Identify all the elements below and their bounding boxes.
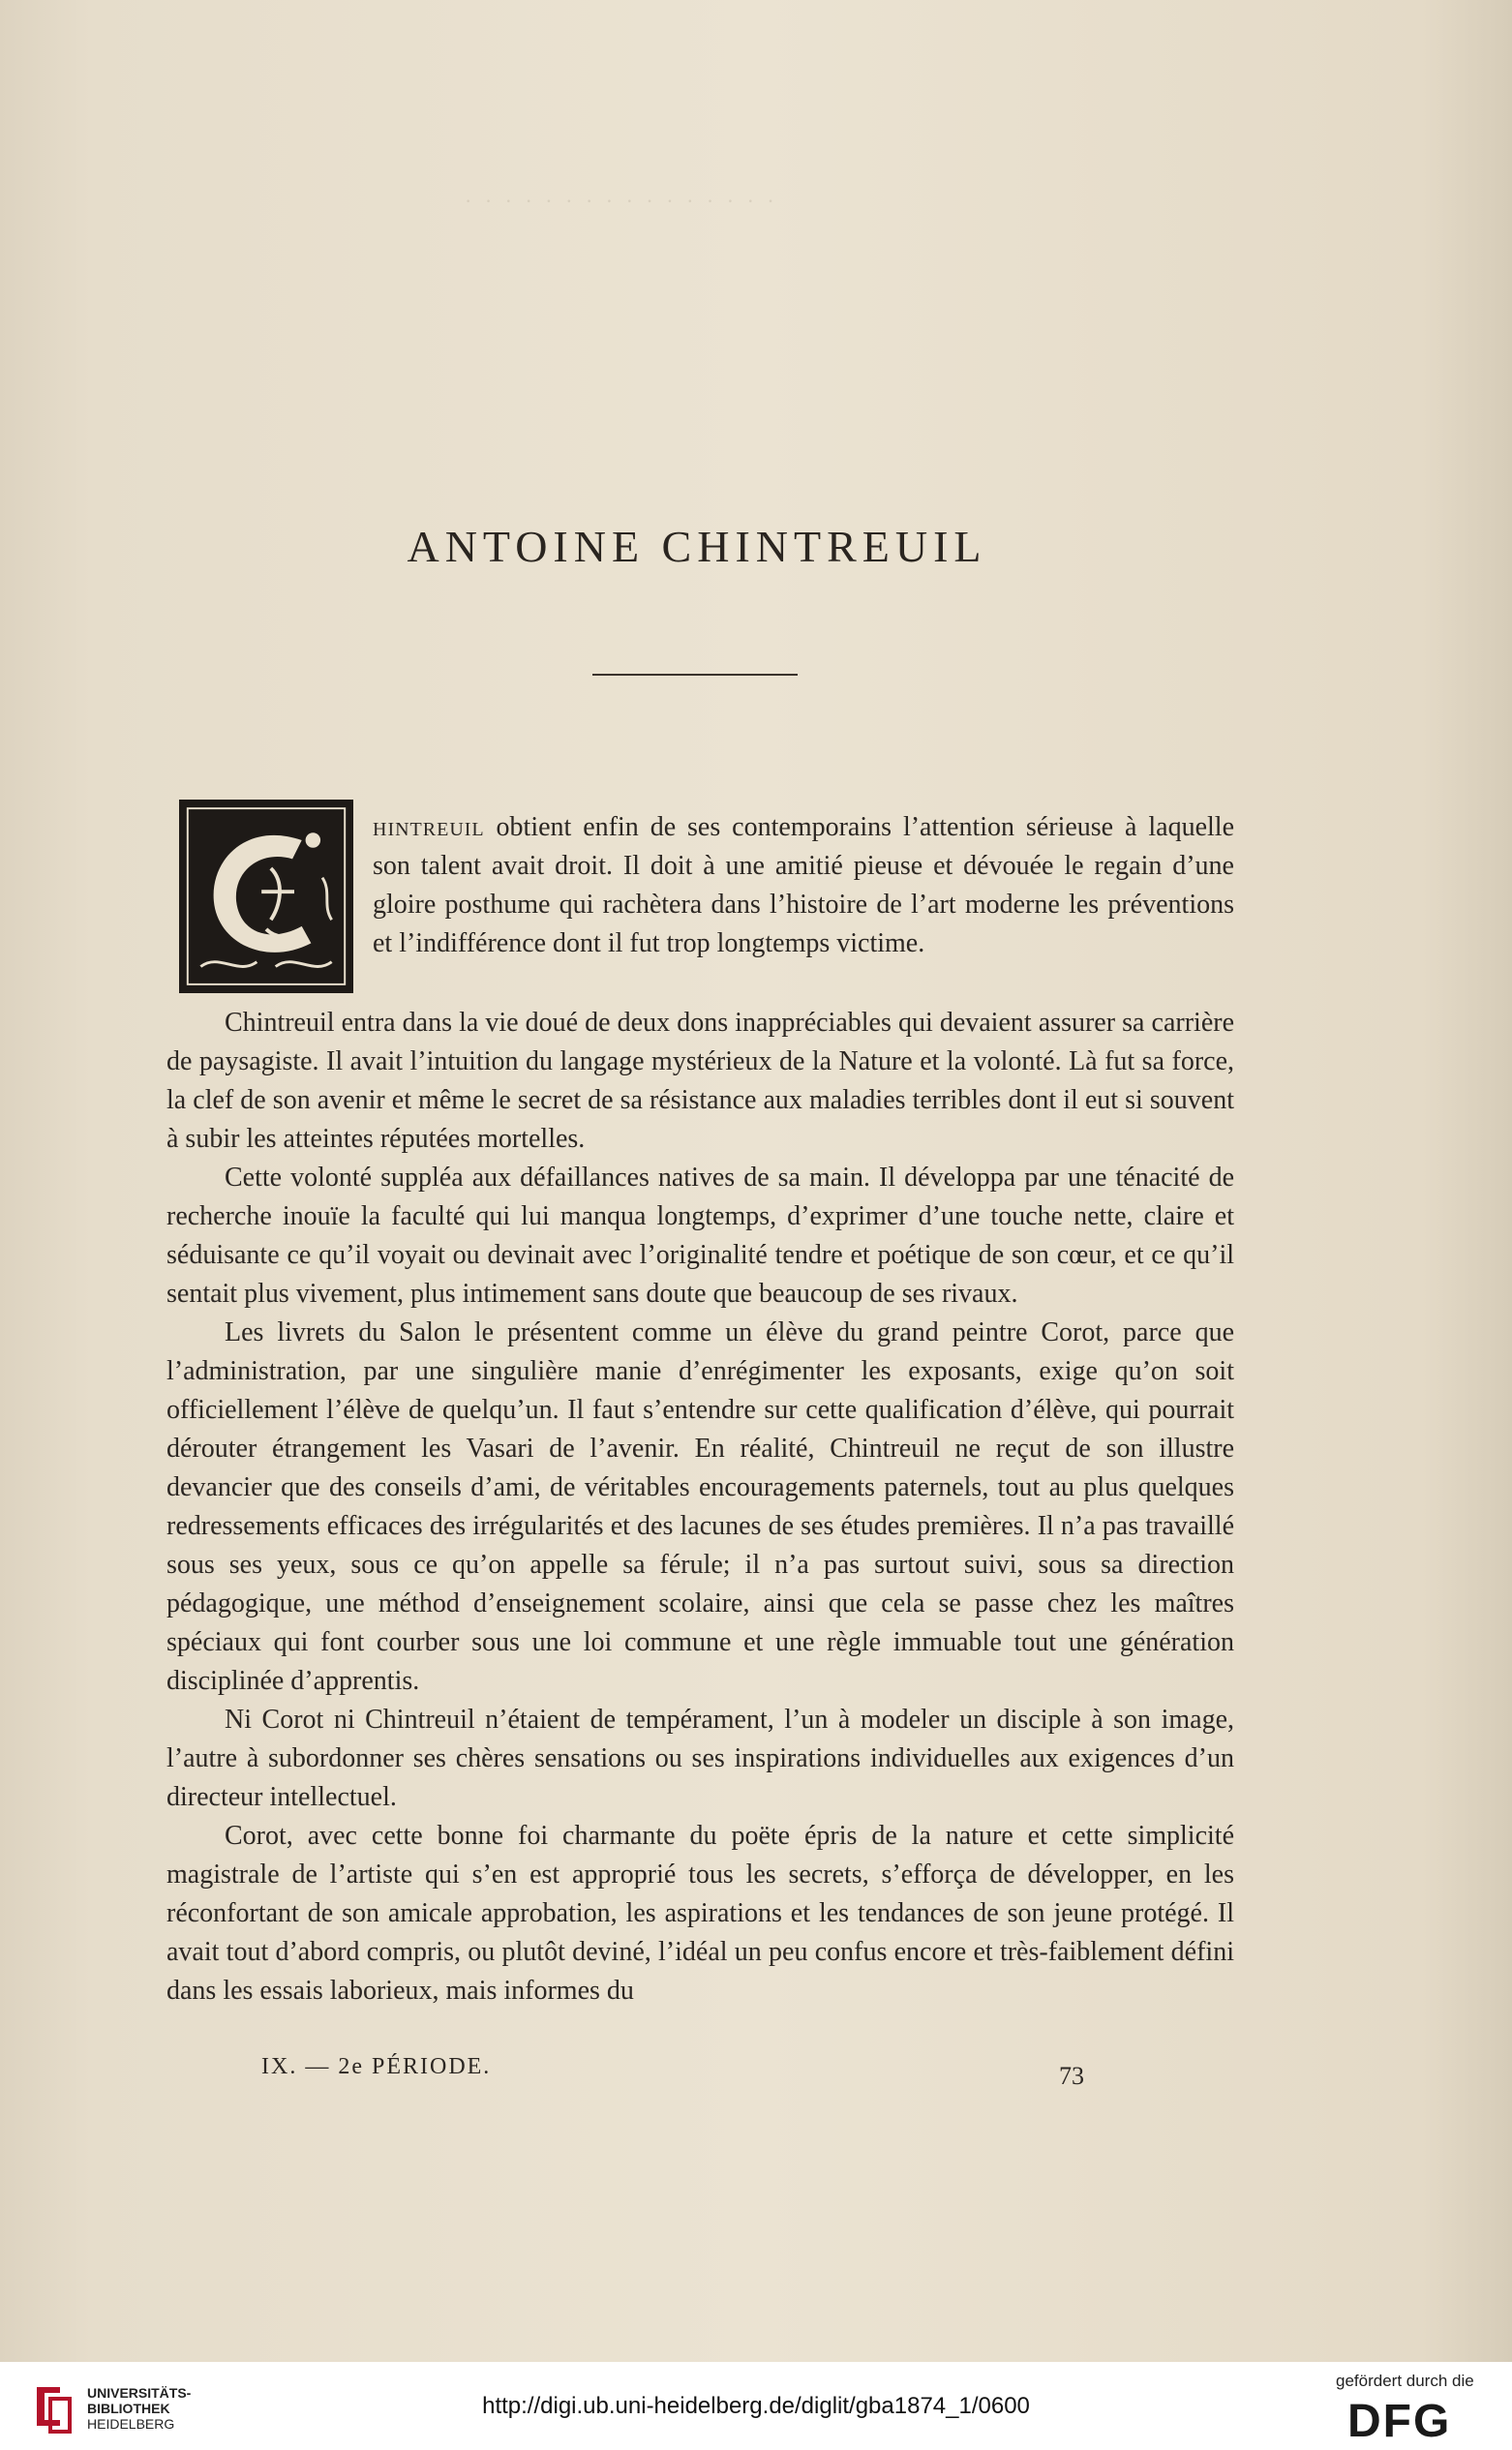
paragraph: Corot, avec cette bonne foi charmante du poëte épris de la nature et cette simplicité magistrale de l’artiste qui s’en est approprié tous les secrets, s’efforça de développer, en les réconfortant de son amicale approbation, les aspirations et les tendances de son jeune protégé. Il avait tout d’abord compris, ou plutôt deviné, l’idéal un peu confus encore et très-faiblement défini dans les essais laborieux, mais informes du: [166, 1821, 1234, 2006]
decorated-initial-c: [179, 800, 353, 993]
library-line: BIBLIOTHEK: [87, 2401, 170, 2416]
paragraph: Ni Corot ni Chintreuil n’étaient de tempérament, l’un à modeler un disciple à son image, l’autre à subordonner ses chères sensations ou ses inspirations individuelles aux exigences d’un directeur intellectuel.: [166, 1705, 1234, 1812]
funding-note: gefördert durch die: [1336, 2372, 1474, 2390]
title-divider: [592, 674, 798, 676]
lead-smallcaps: hintreuil: [373, 812, 485, 842]
viewer-footer: [0, 2362, 1512, 2450]
bleed-through-text: · · · · · · · · · · · · · · · ·: [465, 189, 778, 213]
page-number: 73: [1059, 2062, 1084, 2090]
paragraph: Les livrets du Salon le présentent comme un élève du grand peintre Corot, parce que l’administration, par une singulière manie d’enrégimenter les exposants, exige qu’on soit officiellement l’élève de quelqu’un. Il faut s’entendre sur cette qualification d’élève, qui pourrait dérouter étrangement les Vasari de l’avenir. En réalité, Chintreuil ne reçut de son illustre devancier que des conseils d’ami, de véritables encouragements paternels, tout au plus quelques redressements efficaces des irrégularités et des lacunes de ses études premières. Il n’a pas travaillé sous ses yeux, sous ce qu’on appelle sa férule; il n’a pas surtout suivi, sous sa direction pédagogique, une méthod d’enseignement scolaire, ainsi que cela se passe chez les maîtres spéciaux qui font courber sous une loi commune et une règle immuable tout une génération disciplinée d’apprentis.: [166, 1317, 1234, 1696]
signature-mark: IX. — 2e PÉRIODE.: [261, 2054, 492, 2079]
dfg-logo[interactable]: DFG: [1347, 2396, 1452, 2447]
lead-paragraph: [373, 808, 1234, 963]
ornament-icon: [182, 802, 350, 990]
article-body: [166, 1004, 1234, 2011]
lead-text: obtient enfin de ses contemporains l’attention sérieuse à laquelle son talent avait droit. Il doit à une amitié pieuse et dévouée le regain d’une gloire posthume qui rachètera dans l’histoire de l’art moderne les préventions et l’indifférence dont il fut trop longtemps victime.: [373, 812, 1234, 958]
paragraph: Cette volonté suppléa aux défaillances natives de sa main. Il développa par une ténacité de recherche inouïe la faculté qui lui manqua longtemps, d’exprimer d’une touche nette, claire et séduisante ce qu’il voyait ou devinait avec l’originalité tendre et poétique de son cœur, et ce qu’il sentait plus vivement, plus intimement sans doute que beaucoup de ses rivaux.: [166, 1163, 1234, 1309]
permalink[interactable]: http://digi.ub.uni-heidelberg.de/diglit/gba1874_1/0600: [482, 2393, 1030, 2419]
library-line: UNIVERSITÄTS-: [87, 2385, 192, 2401]
article-title: ANTOINE CHINTREUIL: [407, 522, 987, 571]
library-line: HEIDELBERG: [87, 2416, 175, 2432]
paragraph: Chintreuil entra dans la vie doué de deux dons inappréciables qui devaient assurer sa carrière de paysagiste. Il avait l’intuition du langage mystérieux de la Nature et la volonté. Là fut sa force, la clef de son avenir et même le secret de sa résistance aux maladies terribles dont il eut si souvent à subir les atteintes réputées mortelles.: [166, 1008, 1234, 1154]
